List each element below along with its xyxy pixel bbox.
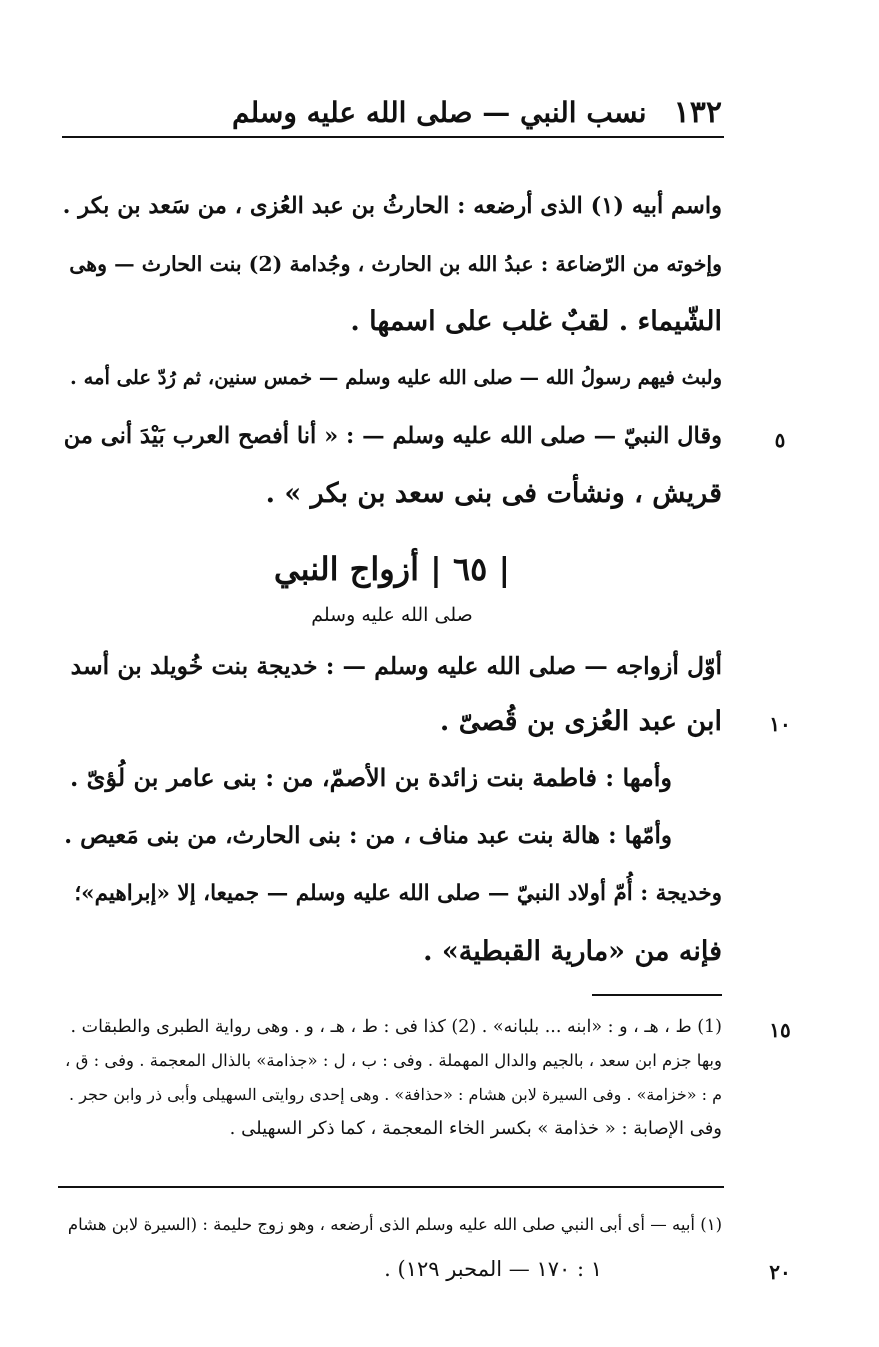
section-heading: | ٦٥ | أزواج النبي [273, 550, 511, 588]
body-line: واسم أبيه (١) الذى أرضعه : الحارثُ بن عبد العُزى ، من سَعد بن بكر . [62, 193, 722, 219]
line-number-10: ١٠ [769, 712, 791, 736]
page-header [62, 90, 722, 134]
section-line: وأمها : فاطمة بنت زائدة بن الأصمّ، من : بنى عامر بن لُؤىّ . [69, 763, 672, 792]
variant-note-line: وبها جزم ابن سعد ، بالجيم والدال المهملة . وفى : ب ، ل : «جذامة» بالذال المعجمة . وفى : ق ، [65, 1051, 722, 1070]
footnote-line: ١ : ١٧٠ — المحبر ١٢٩) . [384, 1257, 602, 1281]
section-line: أوّل أزواجه — صلى الله عليه وسلم — : خديجة بنت خُويلد بن أسد [70, 652, 722, 680]
footnotes-rule [58, 1186, 724, 1188]
variant-note-line: م : «خزامة» . وفى السيرة لابن هشام : «حذافة» . وهى إحدى روايتى السهيلى وأبى ذر وابن حجر . [69, 1085, 722, 1104]
footnotes [62, 1208, 722, 1298]
body-line: الشّيماء . لقبٌ غلب على اسمها . [350, 306, 722, 337]
variant-notes [62, 1012, 722, 1152]
variant-note-line: (1) ط ، هـ ، و : «ابنه ... بلبانه» . (2) كذا فى : ط ، هـ ، و . وهى رواية الطبرى والطبقات . [70, 1017, 722, 1037]
section-subheading: صلى الله عليه وسلم [311, 604, 473, 626]
body-line: ولبث فيهم رسولُ الله — صلى الله عليه وسلم — خمس سنين، ثم رُدّ على أمه . [70, 366, 722, 389]
running-title: نسب النبي — صلى الله عليه وسلم [232, 95, 647, 129]
body-text [62, 186, 722, 526]
line-number-15: ١٥ [769, 1018, 791, 1042]
line-number-20: ٢٠ [769, 1260, 791, 1284]
notes-rule [592, 994, 722, 996]
header-rule [62, 136, 724, 138]
line-number-5: ٥ [774, 428, 786, 452]
section-line: فإنه من «مارية القبطية» . [423, 936, 722, 967]
section-line: ابن عبد العُزى بن قُصىّ . [439, 706, 722, 737]
section-line: وخديجة : أُمّ أولاد النبيّ — صلى الله عليه وسلم — جميعا، إلا «إبراهيم»؛ [74, 881, 722, 906]
section-line: وأمّها : هالة بنت عبد مناف ، من : بنى الحارث، من بنى مَعيص . [64, 822, 672, 849]
page-number: ١٣٢ [673, 94, 722, 130]
body-line: قريش ، ونشأت فى بنى سعد بن بكر » . [265, 478, 722, 509]
body-line: وقال النبيّ — صلى الله عليه وسلم — : « أنا أفصح العرب بَيْدَ أنى من [63, 423, 722, 449]
section-text [62, 646, 722, 986]
body-line: وإخوته من الرّضاعة : عبدُ الله بن الحارث ، وجُدامة (2) بنت الحارث — وهى [69, 252, 722, 276]
variant-note-line: وفى الإصابة : « خذامة » بكسر الخاء المعجمة ، كما ذكر السهيلى . [229, 1118, 722, 1139]
footnote-line: (١) أبيه — أى أبى النبي صلى الله عليه وسلم الذى أرضعه ، وهو زوج حليمة : (السيرة لابن هشام [67, 1215, 722, 1234]
